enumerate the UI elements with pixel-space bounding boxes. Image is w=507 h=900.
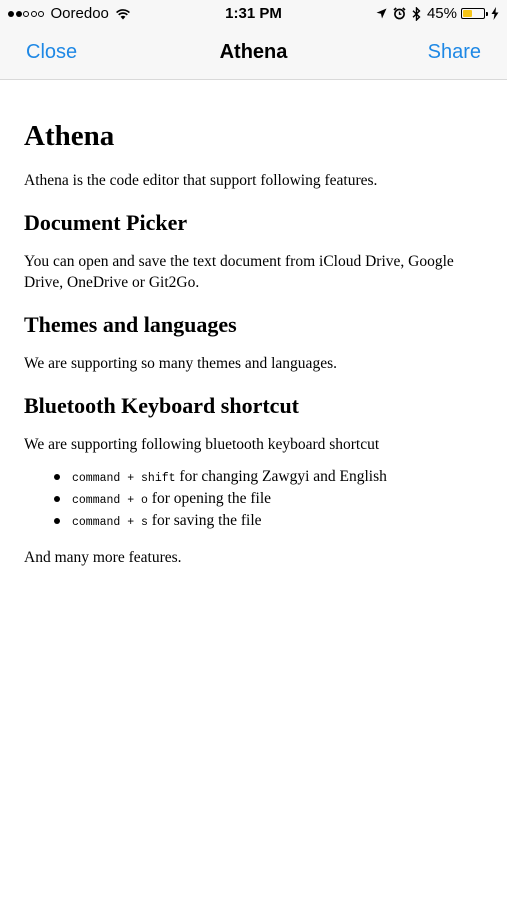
shortcut-description: for changing Zawgyi and English <box>175 468 387 485</box>
nav-title: Athena <box>219 41 288 63</box>
location-arrow-icon <box>376 8 387 19</box>
status-bar <box>0 0 507 28</box>
status-time: 1:31 PM <box>225 5 282 22</box>
status-right <box>370 5 499 22</box>
list-item <box>72 511 484 533</box>
alarm-icon <box>393 7 406 20</box>
shortcut-code: command + shift <box>72 472 176 485</box>
close-button[interactable]: Close <box>26 41 78 63</box>
bluetooth-icon <box>412 7 421 21</box>
battery-level-fill <box>463 10 472 17</box>
shortcut-code: command + o <box>72 494 148 507</box>
section-heading-themes: Themes and languages <box>24 312 237 337</box>
closing-paragraph: And many more features. <box>24 549 182 566</box>
section-heading-bluetooth: Bluetooth Keyboard shortcut <box>24 393 299 418</box>
section-body-bluetooth: We are supporting following bluetooth keyboard shortcut <box>24 436 380 453</box>
carrier-name: Ooredoo <box>50 5 109 22</box>
section-body-document-picker: You can open and save the text document from iCloud Drive, Google Drive, OneDrive or Git2Go. <box>24 253 454 291</box>
battery-percentage: 45% <box>426 5 457 22</box>
document-content <box>24 80 484 568</box>
document-title: Athena <box>24 120 115 152</box>
shortcut-list <box>24 467 484 533</box>
bullet-icon <box>54 496 60 502</box>
list-item <box>72 467 484 489</box>
charging-icon <box>491 7 499 20</box>
shortcut-description: for opening the file <box>147 490 272 507</box>
intro-paragraph: Athena is the code editor that support following features. <box>24 172 378 189</box>
shortcut-description: for saving the file <box>147 512 262 529</box>
share-button[interactable]: Share <box>427 41 481 63</box>
list-item <box>72 489 484 511</box>
battery-icon <box>461 8 485 19</box>
shortcut-code: command + s <box>72 516 148 529</box>
navigation-bar <box>0 28 507 80</box>
bullet-icon <box>54 518 60 524</box>
section-body-themes: We are supporting so many themes and languages. <box>24 355 337 372</box>
bullet-icon <box>54 474 60 480</box>
section-heading-document-picker: Document Picker <box>24 210 188 235</box>
